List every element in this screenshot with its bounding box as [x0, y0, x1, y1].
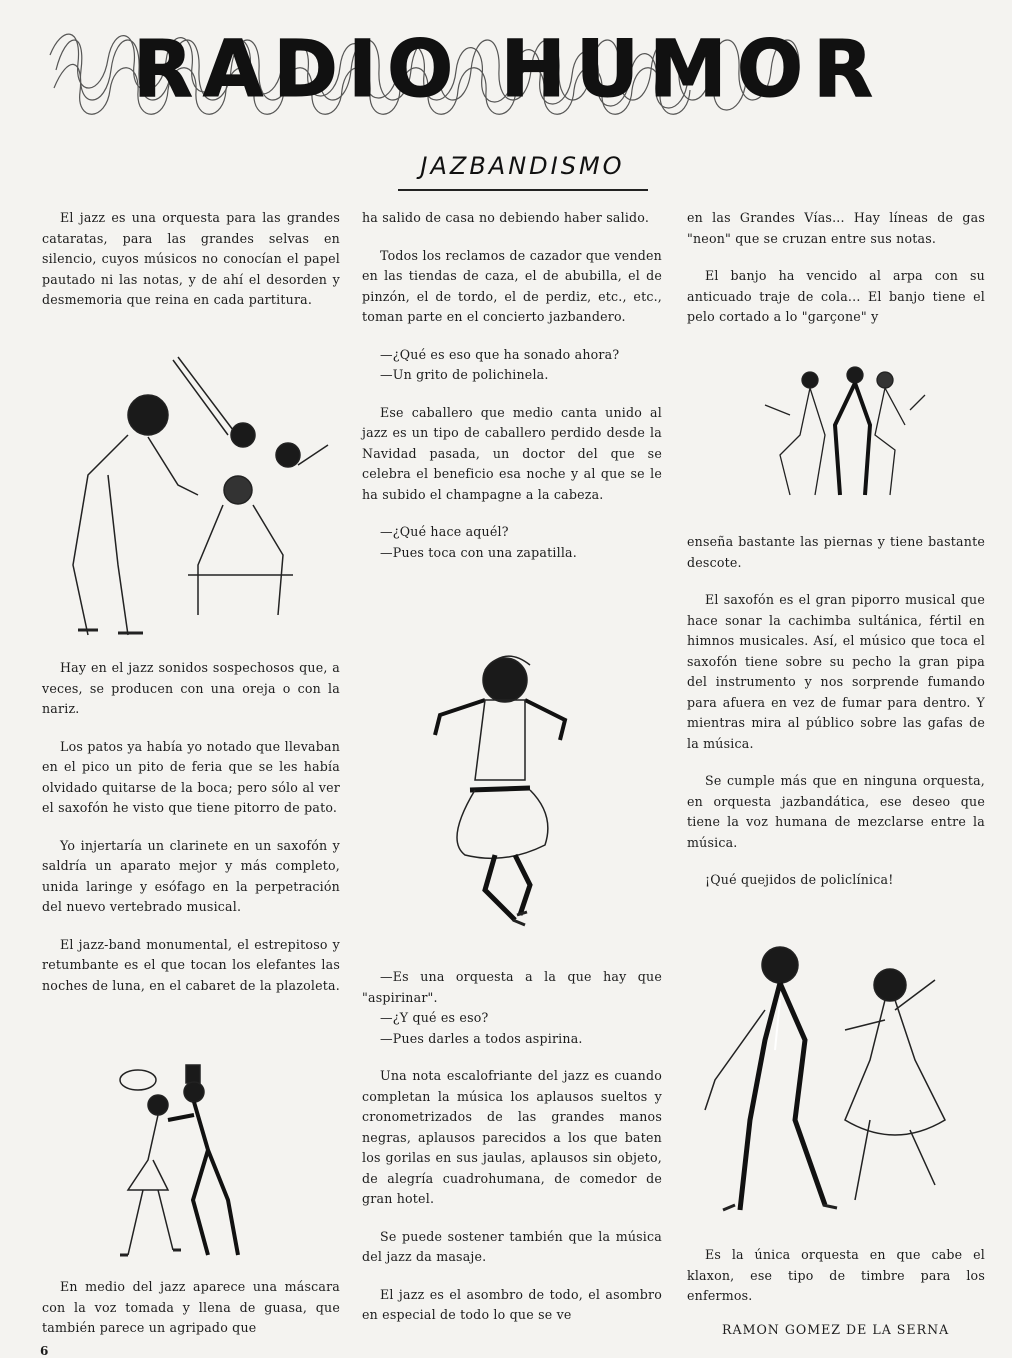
- dancing-couple-illustration-icon: [98, 1060, 258, 1265]
- paragraph: El saxofón es el gran piporro musical que hace sonar la cachimba sultánica, fértil en himnos musicales. Así, el músico que toca el saxofón tiene sobre su pecho la gran pipa del instrumento y nos sorprende fumando para afuera en vez de fumar para dentro. Y mientras mira al público sobre las gafas de la música.: [687, 592, 985, 751]
- column-2: [362, 208, 662, 580]
- illustration-dancing-woman: [425, 640, 585, 945]
- paragraph: Ese caballero que medio canta unido al jazz es un tipo de caballero perdido desde la Navidad pasada, un doctor del que se celebra el beneficio esa noche y al que se le ha subido el champagne a la cabeza.: [362, 404, 662, 502]
- paragraph: El jazz-band monumental, el estrepitoso y retumbante es el que tocan los elefantes las noches de luna, en el cabaret de la plazoleta.: [42, 936, 340, 993]
- dialogue-line: —Es una orquesta a la que hay que "aspirinar".: [362, 969, 662, 1005]
- masthead: [36, 20, 980, 120]
- illustration-dancing-group: [760, 355, 930, 515]
- paragraph: El jazz es una orquesta para las grandes cataratas, para las grandes selvas en silencio, cuyos músicos no conocían el papel pautado ni las notas, y de ahí el desorden y desmemoria que reina en cada partitura.: [42, 210, 340, 307]
- paragraph: Se puede sostener también que la música del jazz da masaje.: [362, 1228, 662, 1264]
- dialogue-line: —¿Qué es eso que ha sonado ahora?: [380, 346, 620, 362]
- paragraph: ¡Qué quejidos de policlínica!: [705, 872, 894, 887]
- paragraph: En medio del jazz aparece una máscara con la voz tomada y llena de guasa, que también parece un agripado que: [42, 1279, 340, 1335]
- paragraph: Los patos ya había yo notado que llevaban en el pico un pito de feria que se les había olvidado quitarse de la boca; pero sólo al ver el saxofón he visto que tiene pitorro de pato.: [42, 738, 340, 815]
- paragraph: ha salido de casa no debiendo haber salido.: [362, 210, 650, 225]
- dialogue-line: —Pues toca con una zapatilla.: [380, 544, 577, 560]
- paragraph: Una nota escalofriante del jazz es cuando completan la música los aplausos sueltos y cronometrizados de las grandes manos negras, aplausos parecidos a los que baten los gorilas en sus jaulas, aplausos sin objeto, de alegría cuadrohumana, de comedor de gran hotel.: [362, 1068, 662, 1206]
- paragraph: en las Grandes Vías... Hay líneas de gas "neon" que se cruzan entre sus notas.: [687, 210, 985, 246]
- paragraph: Yo injertaría un clarinete en un saxofón y saldría un aparato mejor y más completo, unida laringe y esófago en la perpetración del nuevo vertebrado musical.: [42, 837, 340, 914]
- paragraph: Hay en el jazz sonidos sospechosos que, a veces, se producen con una oreja o con la nariz.: [42, 660, 340, 716]
- paragraph: Todos los reclamos de cazador que venden en las tiendas de caza, el de abubilla, el de pinzón, el de tordo, el de perdiz, etc., etc., toman parte en el concierto jazbandero.: [362, 247, 662, 324]
- illustration-dancing-couple-cane: [695, 920, 975, 1235]
- dialogue-line: —¿Y qué es eso?: [380, 1010, 489, 1025]
- paragraph: Es la única orquesta en que cabe el klaxon, ese tipo de timbre para los enfermos.: [687, 1247, 985, 1303]
- dialogue-line: —Un grito de polichinela.: [380, 367, 549, 382]
- author-signature: RAMON GOMEZ DE LA SERNA: [722, 1322, 950, 1337]
- column-1-bottom: [42, 1277, 340, 1339]
- dancing-woman-illustration-icon: [425, 640, 585, 945]
- column-1: [42, 208, 340, 328]
- column-3-continued: [687, 532, 985, 891]
- column-3-bottom: [687, 1245, 985, 1307]
- title-underline: [398, 189, 648, 191]
- dancing-couple-cane-illustration-icon: [695, 920, 975, 1235]
- column-2-continued: [362, 967, 662, 1326]
- column-1-continued: [42, 658, 340, 1013]
- jazz-band-illustration-icon: [48, 345, 338, 645]
- paragraph: El banjo ha vencido al arpa con su anticuado traje de cola... El banjo tiene el pelo cortado a lo "garçone" y: [687, 268, 985, 324]
- illustration-dancing-couple-top-hat: [98, 1060, 258, 1265]
- article-title: JAZBANDISMO: [420, 152, 625, 180]
- dialogue-1: [362, 345, 662, 386]
- page-number: 6: [40, 1344, 49, 1358]
- masthead-title: RADIO HUMOR: [132, 25, 884, 115]
- dialogue-2: [362, 522, 662, 563]
- paragraph: enseña bastante las piernas y tiene bastante descote.: [687, 534, 985, 570]
- dialogue-3: [362, 967, 662, 1049]
- illustration-jazz-band: [48, 345, 338, 645]
- column-3: [687, 208, 985, 345]
- paragraph: El jazz es el asombro de todo, el asombro en especial de todo lo que se ve: [362, 1286, 662, 1322]
- paragraph: Se cumple más que en ninguna orquesta, en orquesta jazbandática, ese deseo que tiene la voz humana de mezclarse entre la música.: [687, 773, 985, 850]
- dialogue-line: —¿Qué hace aquél?: [380, 524, 509, 539]
- dancing-group-illustration-icon: [760, 355, 930, 515]
- dialogue-line: —Pues darles a todos aspirina.: [380, 1030, 583, 1046]
